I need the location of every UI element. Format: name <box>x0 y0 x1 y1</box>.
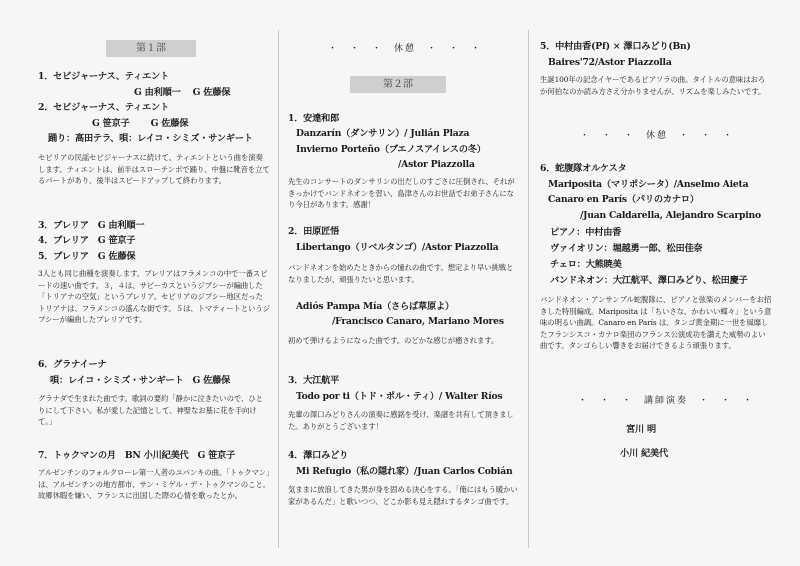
song-title: Danzarín（ダンサリン）/ Julián Plaza <box>296 128 470 139</box>
program-item-5: 5．中村由香(Pf) × 澤口みどり(Bn) <box>540 41 691 52</box>
song-title: Invierno Porteño（ブエノスアイレスの冬） <box>296 144 486 155</box>
program-note: 生誕100年の記念イヤーであるピアソラの曲。タイトルの意味はおろか何拍なのか読み方さえ分かりませんが、リズムを楽しみたいです。 <box>540 75 766 96</box>
performers-line: 唄：レイコ・シミズ・サンギート G 佐藤保 <box>50 375 231 386</box>
performers-line: G 笹京子 G 佐藤保 <box>92 118 189 129</box>
performer-3: 3．大江航平 <box>288 375 340 386</box>
part-1-label: 第１部 <box>106 40 196 57</box>
program-note: 気ままに放浪してきた男が身を固める決心をする。「俺にはもう暖かい家があるんだ」と歌いつつ、どこか影も見え隠れするタンゴ曲です。 <box>288 485 518 506</box>
program-item-5: 5．ブレリア G 佐藤保 <box>38 251 136 262</box>
member-bandoneon: バンドネオン：大江航平、澤口みどり、松田慶子 <box>550 275 748 286</box>
intermission-label: ・ ・ ・ 休憩 ・ ・ ・ <box>328 44 483 54</box>
performer-1: 1．安達和郎 <box>288 113 340 124</box>
program-item-2: 2．セビジャーナス、ティエント <box>38 102 170 113</box>
intermission-label: ・ ・ ・ 休憩 ・ ・ ・ <box>580 131 735 141</box>
song-composer: /Francisco Canaro, Mariano Mores <box>332 316 504 327</box>
song-title: Mi Refugio（私の隠れ家）/Juan Carlos Cobián <box>296 466 513 477</box>
song-title: Baires'72/Astor Piazzolla <box>548 57 672 68</box>
program-note: バンドネオン・アンサンブル蛇腹隊に、ピアノと弦楽のメンバーをお招きした特別編成。Mariposita は「ちいさな、かわいい蝶々」という意味の明るい曲調。Canaro en París は、タンゴ黄金期に一世を風靡したフランシスコ・カナロ楽団のフランス公演成功を讃えた威勢のよい曲です。タンゴらしい響きをお届けできるよう頑張ります。 <box>540 295 772 350</box>
program-note: 3人とも同じ曲種を演奏します。ブレリアはフラメンコの中で一番スピードの速い曲です。３，４は、サビーカスというジプシーが編曲した「トリアナの空気」というブレリア。セビリアのジプシー地区だったトリアナは、フラメンコの盛んな街です。５は、トマティートというジプシーが編曲したブレリアです。 <box>38 269 270 324</box>
program-item-6: 6．蛇腹隊オルケスタ <box>540 163 627 174</box>
instructor-name: 小川 紀美代 <box>620 448 668 459</box>
program-note: 初めて弾けるようになった曲です。のどかな感じが癒されます。 <box>288 336 499 345</box>
member-violin: ヴァイオリン：堀越勇一郎、松田佳奈 <box>550 243 703 254</box>
instructor-performance-label: ・ ・ ・ 講師演奏 ・ ・ ・ <box>578 396 755 406</box>
song-title: Mariposita（マリポシータ）/Anselmo Aieta <box>548 179 749 190</box>
song-title: Libertango（リベルタンゴ）/Astor Piazzolla <box>296 242 499 253</box>
instructor-name: 宮川 明 <box>626 424 656 435</box>
program-item-6: 6．グラナイーナ <box>38 359 107 370</box>
program-item-7: 7．トゥクマンの月 BN 小川紀美代 G 笹京子 <box>38 450 236 461</box>
program-item-1: 1．セビジャーナス、ティエント <box>38 71 170 82</box>
song-title: Todo por ti（トド・ポル・ティ）/ Walter Ríos <box>296 391 503 402</box>
program-note: 先輩の澤口みどりさんの演奏に感銘を受け、楽譜を共有して頂きました。ありがとうございます！ <box>288 410 514 431</box>
performers-line: G 由利順一 G 佐藤保 <box>134 87 231 98</box>
member-piano: ピアノ：中村由香 <box>550 227 622 238</box>
column-divider <box>278 30 279 548</box>
member-cello: チェロ：大熊暁美 <box>550 259 622 270</box>
song-title: Canaro en París（パリのカナロ） <box>548 194 699 205</box>
song-composer: /Astor Piazzolla <box>398 159 475 170</box>
column-divider <box>528 30 529 548</box>
program-note: セビリアの民謡セビジャーナスに続けて、ティエントという曲を演奏します。ティエントは、前半はスローテンポで踊り、中盤に靴音を立てるパートがあり、後半はスピードアップして終わります。 <box>38 153 270 185</box>
part-2-label: 第２部 <box>350 76 446 93</box>
program-note: バンドネオンを始めたときからの憧れの曲です。想定より早い挑戦となりましたが、頑張りたいと思います。 <box>288 263 514 284</box>
performer-2: 2．田原匠悟 <box>288 226 340 237</box>
program-note: 先生のコンサートのダンサリンの出だしのすごさに圧倒され、それがきっかけでバンドネオンを習い、島津さんのお世話でお弟子さんになり今日があります。感謝！ <box>288 177 515 209</box>
program-item-4: 4．ブレリア G 笹京子 <box>38 235 136 246</box>
program-note: グラナダで生まれた曲です。歌詞の要約「静かに泣きたいので、ひとりにして下さい。私が愛した記憶として、神聖なお墓に花を手向けて。」 <box>38 394 263 426</box>
song-composer: /Juan Caldarella, Alejandro Scarpino <box>580 210 761 221</box>
program-item-3: 3．ブレリア G 由利順一 <box>38 220 145 231</box>
program-note: アルゼンチンのフォルクローレ第一人者のユパンキの曲。「トゥクマン」は、アルゼンチンの地方都市、サン・ミゲル・デ・トゥクマンのこと。故郷休暇を嫌い、フランスに出国した際の心情を歌ったとか。 <box>38 468 270 500</box>
song-title: Adiós Pampa Mía（さらば草原よ） <box>296 301 454 312</box>
performer-4: 4．澤口みどり <box>288 450 349 461</box>
performers-line: 踊り：高田テラ、唄：レイコ・シミズ・サンギート <box>48 133 253 144</box>
